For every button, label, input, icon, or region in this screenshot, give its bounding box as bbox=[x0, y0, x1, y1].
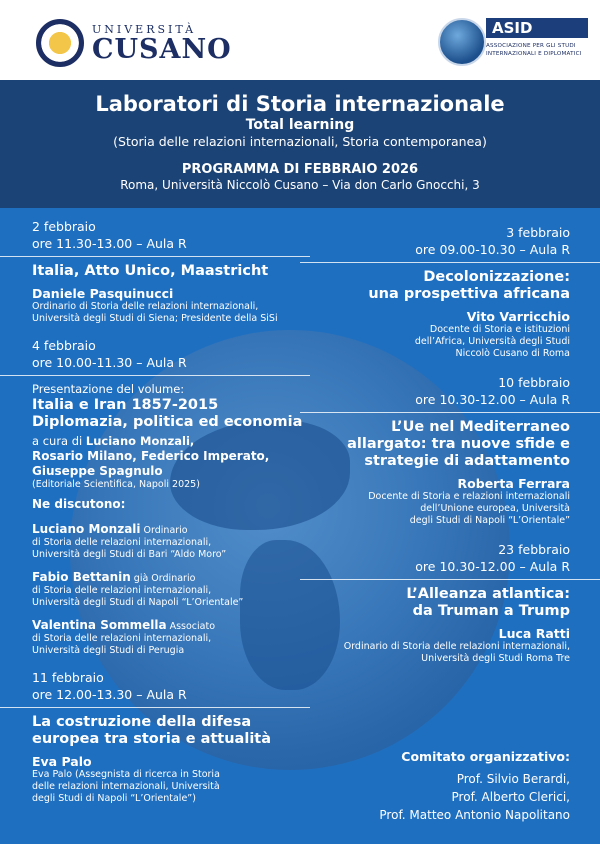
speaker-affiliation: delle relazioni internazionali, Università bbox=[32, 781, 220, 792]
event-time: ore 10.00-11.30 – Aula R bbox=[32, 355, 187, 370]
event-speaker: Vito Varricchio bbox=[466, 309, 570, 324]
event-title: Decolonizzazione: bbox=[423, 269, 570, 285]
divider bbox=[300, 412, 600, 413]
discussant-role: Ordinario bbox=[140, 525, 188, 536]
event-time: ore 09.00-10.30 – Aula R bbox=[415, 242, 570, 257]
university-seal-icon bbox=[36, 19, 84, 67]
discussant-role: già Ordinario bbox=[130, 573, 196, 584]
editor-names: Rosario Milano, Federico Imperato, bbox=[32, 449, 270, 463]
event-time: ore 12.00-13.30 – Aula R bbox=[32, 687, 187, 702]
discussant bbox=[32, 566, 332, 609]
event-date: 11 febbraio bbox=[32, 670, 104, 685]
event-time: ore 10.30-12.00 – Aula R bbox=[415, 392, 570, 407]
speaker-affiliation: Ordinario di Storia delle relazioni internazionali, bbox=[343, 641, 570, 652]
book-subtitle: Diplomazia, politica ed economia bbox=[32, 414, 303, 430]
book-publisher: (Editoriale Scientifica, Napoli 2025) bbox=[32, 479, 200, 490]
cusano-logo bbox=[36, 18, 232, 68]
programme-content bbox=[0, 208, 600, 844]
event-speaker: Luca Ratti bbox=[498, 626, 570, 641]
committee-heading: Comitato organizzativo: bbox=[401, 749, 570, 764]
speaker-affiliation: Università degli Studi di Siena; Presidente della SiSi bbox=[32, 313, 278, 324]
venue: Roma, Università Niccolò Cusano – Via don Carlo Gnocchi, 3 bbox=[120, 178, 480, 192]
event-date: 2 febbraio bbox=[32, 219, 96, 234]
discussant-affiliation: di Storia delle relazioni internazionali, bbox=[32, 537, 212, 548]
event-title: allargato: tra nuove sfide e bbox=[347, 436, 570, 452]
discussants-heading: Ne discutono: bbox=[32, 497, 126, 511]
book-title: Italia e Iran 1857-2015 bbox=[32, 397, 219, 413]
event-title: Italia, Atto Unico, Maastricht bbox=[32, 263, 269, 279]
page-subtitle: Total learning bbox=[245, 117, 355, 133]
book-intro: Presentazione del volume: bbox=[32, 382, 185, 396]
event-date: 3 febbraio bbox=[506, 225, 570, 240]
asid-subtitle: ASSOCIAZIONE PER GLI STUDI INTERNAZIONALI E DIPLOMATICI bbox=[486, 43, 582, 57]
speaker-affiliation: Università degli Studi Roma Tre bbox=[421, 653, 570, 664]
divider bbox=[0, 256, 310, 257]
discussant bbox=[32, 518, 332, 561]
discussant-affiliation: Università degli Studi di Bari “Aldo Moro” bbox=[32, 549, 227, 560]
event-date: 4 febbraio bbox=[32, 338, 96, 353]
editors-prefix: a cura di bbox=[32, 434, 86, 448]
discussant-name: Fabio Bettanin bbox=[32, 570, 131, 584]
discussant-role: Associato bbox=[166, 621, 216, 632]
discussant-name: Luciano Monzali bbox=[32, 522, 141, 536]
university-label: UNIVERSITÀ bbox=[92, 23, 197, 36]
committee-members bbox=[300, 770, 570, 824]
discussant-affiliation: di Storia delle relazioni internazionali, bbox=[32, 633, 212, 644]
divider bbox=[0, 375, 310, 376]
event-title: strategie di adattamento bbox=[364, 453, 570, 469]
header-bar bbox=[0, 0, 600, 80]
speaker-affiliation: Niccolò Cusano di Roma bbox=[455, 348, 570, 359]
discussant-affiliation: Università degli Studi di Perugia bbox=[32, 645, 185, 656]
speaker-affiliation: Docente di Storia e relazioni internazionali bbox=[368, 491, 570, 502]
event-time: ore 10.30-12.00 – Aula R bbox=[415, 559, 570, 574]
event-title: una prospettiva africana bbox=[368, 286, 570, 302]
programme-heading: PROGRAMMA DI FEBBRAIO 2026 bbox=[181, 162, 419, 177]
committee-member: Prof. Matteo Antonio Napolitano bbox=[379, 808, 570, 822]
title-band bbox=[0, 80, 600, 208]
committee-member: Prof. Alberto Clerici, bbox=[451, 790, 570, 804]
page-title: Laboratori di Storia internazionale bbox=[95, 92, 505, 116]
event-title: da Truman a Trump bbox=[412, 603, 570, 619]
event-speaker: Daniele Pasquinucci bbox=[32, 286, 174, 301]
divider bbox=[300, 262, 600, 263]
speaker-affiliation: dell’Africa, Università degli Studi bbox=[414, 336, 570, 347]
divider bbox=[300, 579, 600, 580]
speaker-affiliation: dell’Unione europea, Università bbox=[420, 503, 570, 514]
speaker-affiliation: Docente di Storia e istituzioni bbox=[429, 324, 570, 335]
asid-logo bbox=[438, 14, 588, 70]
event-date: 10 febbraio bbox=[498, 375, 570, 390]
discussant-affiliation: Università degli Studi di Napoli “L’Orientale” bbox=[32, 597, 244, 608]
discussant-name: Valentina Sommella bbox=[32, 618, 167, 632]
event-speaker: Roberta Ferrara bbox=[457, 476, 570, 491]
globe-icon bbox=[438, 18, 486, 66]
divider bbox=[0, 707, 310, 708]
editor-name: Luciano Monzali, bbox=[85, 434, 195, 448]
asid-name: ASID bbox=[486, 18, 588, 38]
editor-names: Giuseppe Spagnulo bbox=[32, 464, 163, 478]
book-editors bbox=[32, 434, 332, 449]
event-date: 23 febbraio bbox=[498, 542, 570, 557]
left-column bbox=[32, 218, 332, 805]
event-time: ore 11.30-13.00 – Aula R bbox=[32, 236, 187, 251]
discussant bbox=[32, 614, 332, 657]
speaker-affiliation: degli Studi di Napoli “L’Orientale” bbox=[409, 515, 570, 526]
event-speaker: Eva Palo bbox=[32, 754, 92, 769]
discussant-affiliation: di Storia delle relazioni internazionali, bbox=[32, 585, 212, 596]
event-title: europea tra storia e attualità bbox=[32, 731, 272, 747]
right-column bbox=[300, 224, 570, 824]
event-title: L’Alleanza atlantica: bbox=[406, 586, 570, 602]
event-title: L’Ue nel Mediterraneo bbox=[391, 419, 570, 435]
speaker-affiliation: Ordinario di Storia delle relazioni internazionali, bbox=[32, 301, 259, 312]
speaker-affiliation: Eva Palo (Assegnista di ricerca in Storia bbox=[32, 769, 220, 780]
committee-member: Prof. Silvio Berardi, bbox=[456, 772, 570, 786]
university-name: CUSANO bbox=[92, 34, 232, 65]
event-title: La costruzione della difesa bbox=[32, 714, 252, 730]
page-subtitle-courses: (Storia delle relazioni internazionali, Storia contemporanea) bbox=[113, 134, 487, 149]
speaker-affiliation: degli Studi di Napoli “L’Orientale”) bbox=[32, 793, 196, 804]
